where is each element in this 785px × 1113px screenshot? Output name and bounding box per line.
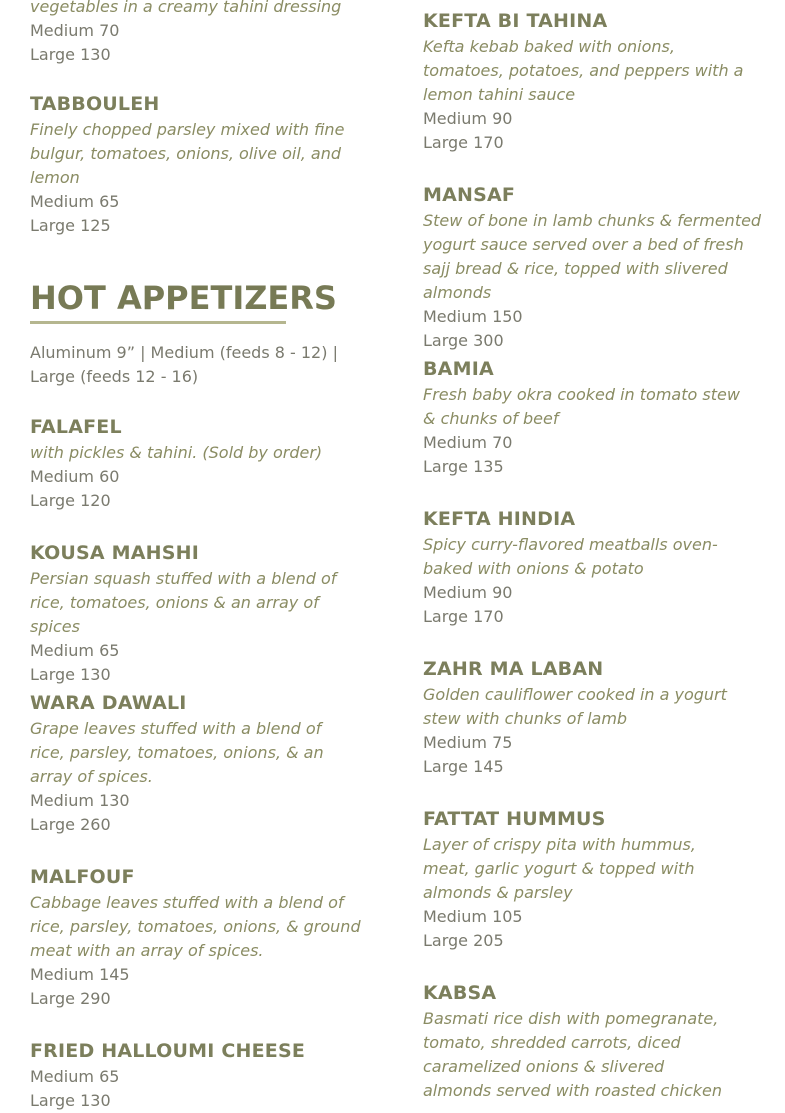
item-name: KEFTA HINDIA xyxy=(423,508,576,530)
item-name: MANSAF xyxy=(423,184,516,206)
item-description: Spicy curry-flavored meatballs oven-baked with onions & potato xyxy=(423,535,718,578)
price-large: Large 120 xyxy=(30,491,111,510)
price-medium: Medium 70 xyxy=(423,433,513,452)
item-description: Grape leaves stuffed with a blend of rice, parsley, tomatoes, onions, & an array of spices. xyxy=(30,719,324,786)
price-medium: Medium 150 xyxy=(423,307,523,326)
menu-item-tabbouleh xyxy=(30,90,370,238)
item-description: Golden cauliflower cooked in a yogurt stew with chunks of lamb xyxy=(423,685,727,728)
price-medium: Medium 90 xyxy=(423,109,513,128)
menu-item-kousa-mahshi xyxy=(30,539,370,687)
price-medium: Medium 65 xyxy=(30,641,120,660)
item-description: Kefta kebab baked with onions, tomatoes, potatoes, and peppers with a lemon tahini sauce xyxy=(423,37,744,104)
price-large: Large 300 xyxy=(423,331,504,350)
menu-item-wara-dawali xyxy=(30,689,370,837)
menu-item-partial xyxy=(30,0,370,67)
price-medium: Medium 90 xyxy=(423,583,513,602)
price-medium: Medium 75 xyxy=(423,733,513,752)
item-description: vegetables in a creamy tahini dressing xyxy=(30,0,342,16)
price-large: Large 145 xyxy=(423,757,504,776)
price-large: Large 205 xyxy=(423,931,504,950)
price-medium: Medium 130 xyxy=(30,791,130,810)
item-name: KOUSA MAHSHI xyxy=(30,542,200,564)
item-description: Stew of bone in lamb chunks & fermented yogurt sauce served over a bed of fresh sajj bread & rice, topped with slivered almonds xyxy=(423,211,762,302)
menu-item-fried-halloumi xyxy=(30,1037,370,1110)
item-description: Finely chopped parsley mixed with fine bulgur, tomatoes, onions, olive oil, and lemon xyxy=(30,120,345,187)
menu-item-zahr-ma-laban xyxy=(423,655,763,779)
item-name: FALAFEL xyxy=(30,416,122,438)
price-large: Large 125 xyxy=(30,216,111,235)
price-medium: Medium 105 xyxy=(423,907,523,926)
menu-item-bamia xyxy=(423,355,763,479)
price-medium: Medium 145 xyxy=(30,965,130,984)
item-name: ZAHR MA LABAN xyxy=(423,658,604,680)
price-large: Large 170 xyxy=(423,133,504,152)
item-description: Layer of crispy pita with hummus, meat, garlic yogurt & topped with almonds & parsley xyxy=(423,835,696,902)
menu-item-kabsa xyxy=(423,979,763,1100)
item-description: with pickles & tahini. (Sold by order) xyxy=(30,443,323,462)
price-large: Large 290 xyxy=(30,989,111,1008)
menu-item-kefta-hindia xyxy=(423,505,763,629)
item-name: KEFTA BI TAHINA xyxy=(423,10,608,32)
item-name: FATTAT HUMMUS xyxy=(423,808,606,830)
item-description: Cabbage leaves stuffed with a blend of rice, parsley, tomatoes, onions, & ground meat with an array of spices. xyxy=(30,893,361,960)
price-large: Large 130 xyxy=(30,665,111,684)
item-description: Persian squash stuffed with a blend of rice, tomatoes, onions & an array of spices xyxy=(30,569,337,636)
item-name: WARA DAWALI xyxy=(30,692,187,714)
price-medium: Medium 65 xyxy=(30,192,120,211)
price-medium: Medium 70 xyxy=(30,21,120,40)
item-name: MALFOUF xyxy=(30,866,135,888)
item-name: FRIED HALLOUMI CHEESE xyxy=(30,1040,306,1062)
price-large: Large 170 xyxy=(423,607,504,626)
menu-item-malfouf xyxy=(30,863,370,1011)
price-large: Large 130 xyxy=(30,1091,111,1110)
price-large: Large 130 xyxy=(30,45,111,64)
menu-item-kefta-bi-tahina xyxy=(423,7,763,155)
price-large: Large 135 xyxy=(423,457,504,476)
section-underline xyxy=(30,321,286,324)
item-name: BAMIA xyxy=(423,358,494,380)
item-description: Fresh baby okra cooked in tomato stew & chunks of beef xyxy=(423,385,740,428)
item-name: KABSA xyxy=(423,982,497,1004)
section-size-note: Aluminum 9” | Medium (feeds 8 - 12) | Large (feeds 12 - 16) xyxy=(30,343,338,386)
item-name: TABBOULEH xyxy=(30,93,160,115)
menu-item-fattat-hummus xyxy=(423,805,763,953)
price-medium: Medium 60 xyxy=(30,467,120,486)
menu-item-falafel xyxy=(30,413,370,513)
section-title: HOT APPETIZERS xyxy=(30,279,337,317)
price-medium: Medium 65 xyxy=(30,1067,120,1086)
price-large: Large 260 xyxy=(30,815,111,834)
menu-item-mansaf xyxy=(423,181,763,353)
item-description: Basmati rice dish with pomegranate, tomato, shredded carrots, diced caramelized onions & slivered almonds served with roasted chicken xyxy=(423,1009,722,1100)
